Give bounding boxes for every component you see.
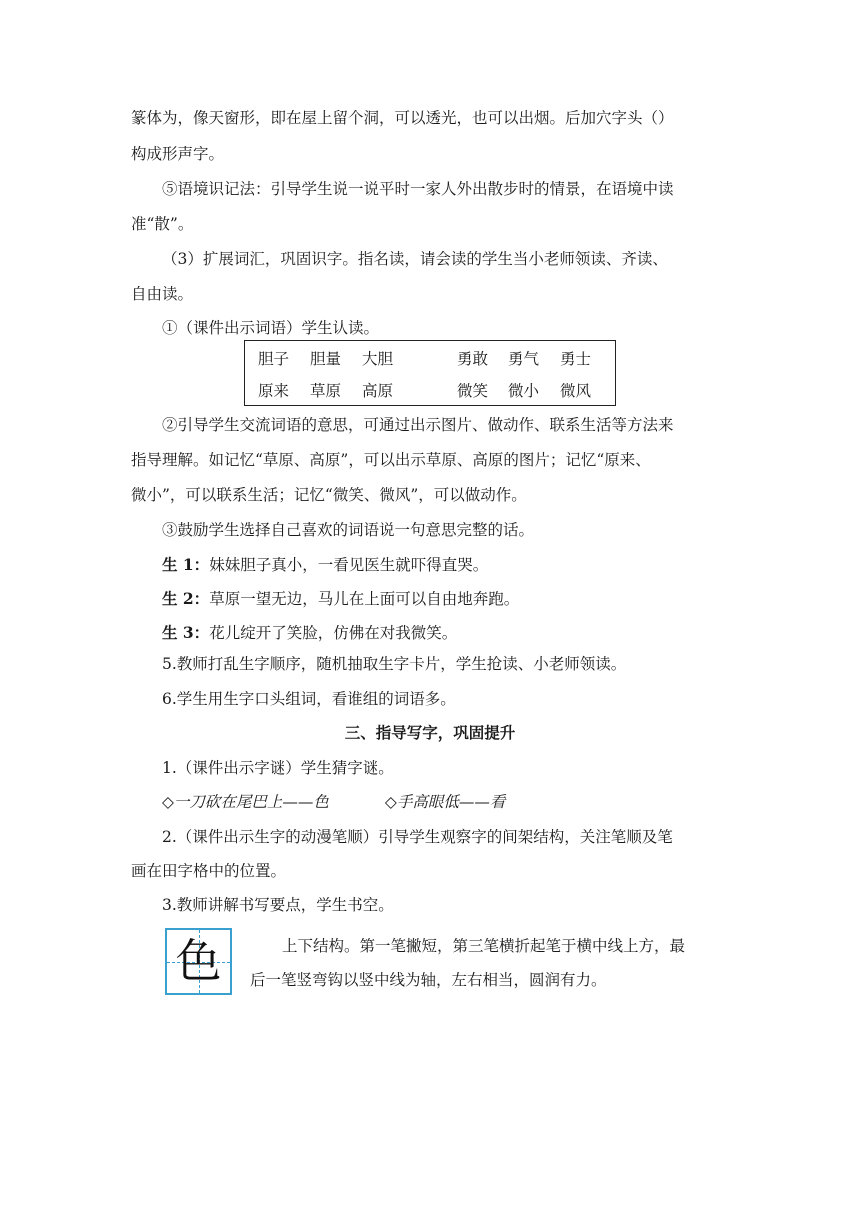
paragraph-line: （3）扩展词汇，巩固识字。指名读，请会读的学生当小老师领读、齐读、	[162, 250, 668, 268]
vocab-word: 草原	[310, 382, 342, 400]
paragraph-line: 准“散”。	[131, 215, 194, 233]
tianzige-grid	[165, 928, 232, 995]
vocab-word: 勇气	[508, 350, 540, 368]
vocabulary-box	[244, 340, 616, 406]
vocab-word: 微笑	[457, 382, 489, 400]
vocab-word: 高原	[362, 382, 394, 400]
vocab-word: 勇敢	[457, 350, 489, 368]
student-sentence	[162, 554, 762, 576]
student-label: 生 3：	[162, 623, 210, 642]
vocab-word: 胆量	[310, 350, 342, 368]
vocab-word: 勇士	[560, 350, 592, 368]
paragraph-line: ③鼓励学生选择自己喜欢的词语说一句意思完整的话。	[162, 521, 535, 539]
vocab-word: 大胆	[362, 350, 394, 368]
vocab-word: 微小	[508, 382, 540, 400]
riddle-line	[162, 791, 762, 813]
paragraph-line: ⑤语境识记法：引导学生说一说平时一家人外出散步时的情景，在语境中读	[162, 180, 674, 198]
paragraph-line: 2.（课件出示生字的动漫笔顺）引导学生观察字的间架结构，关注笔顺及笔	[162, 828, 673, 846]
student-sentence	[162, 588, 762, 610]
riddle-1: ◇一刀砍在尾巴上——色	[162, 793, 329, 811]
paragraph-line: 构成形声字。	[131, 145, 225, 163]
paragraph-line: 6.学生用生字口头组词，看谁组的词语多。	[162, 690, 456, 708]
vocabulary-row	[245, 348, 617, 370]
paragraph-line: 画在田字格中的位置。	[131, 862, 287, 880]
paragraph-line: ②引导学生交流词语的意思，可通过出示图片、做动作、联系生活等方法来	[162, 416, 674, 434]
paragraph-line: 5.教师打乱生字顺序，随机抽取生字卡片，学生抢读、小老师领读。	[162, 655, 627, 673]
paragraph-line: ①（课件出示词语）学生认读。	[162, 319, 380, 337]
paragraph-line: 3.教师讲解书写要点，学生书空。	[162, 896, 394, 914]
writing-tip-line: 上下结构。第一笔撇短，第三笔横折起笔于横中线上方，最	[282, 937, 686, 955]
paragraph-line: 1.（课件出示字谜）学生猜字谜。	[162, 759, 394, 777]
practice-character: 色	[175, 934, 222, 988]
vocab-word: 微风	[560, 382, 592, 400]
section-heading: 三、指导写字，巩固提升	[344, 723, 516, 742]
paragraph-line: 微小”，可以联系生活；记忆“微笑、微风”，可以做动作。	[131, 486, 527, 504]
student-text: 妹妹胆子真小，一看见医生就吓得直哭。	[209, 556, 489, 574]
vocabulary-row	[245, 380, 617, 402]
student-text: 花儿绽开了笑脸，仿佛在对我微笑。	[209, 624, 458, 642]
writing-tip-line: 后一笔竖弯钩以竖中线为轴，左右相当，圆润有力。	[250, 971, 607, 989]
vocab-word: 原来	[258, 382, 290, 400]
paragraph-line: 自由读。	[131, 285, 194, 303]
student-text: 草原一望无边，马儿在上面可以自由地奔跑。	[209, 590, 520, 608]
vocab-word: 胆子	[258, 350, 290, 368]
student-label: 生 1：	[162, 555, 210, 574]
student-label: 生 2：	[162, 589, 210, 608]
riddle-2: ◇手高眼低——看	[384, 793, 506, 811]
paragraph-line: 篆体为，像天窗形，即在屋上留个洞，可以透光，也可以出烟。后加穴字头（）	[131, 109, 674, 127]
student-sentence	[162, 622, 762, 644]
paragraph-line: 指导理解。如记忆“草原、高原”，可以出示草原、高原的图片；记忆“原来、	[131, 451, 651, 469]
